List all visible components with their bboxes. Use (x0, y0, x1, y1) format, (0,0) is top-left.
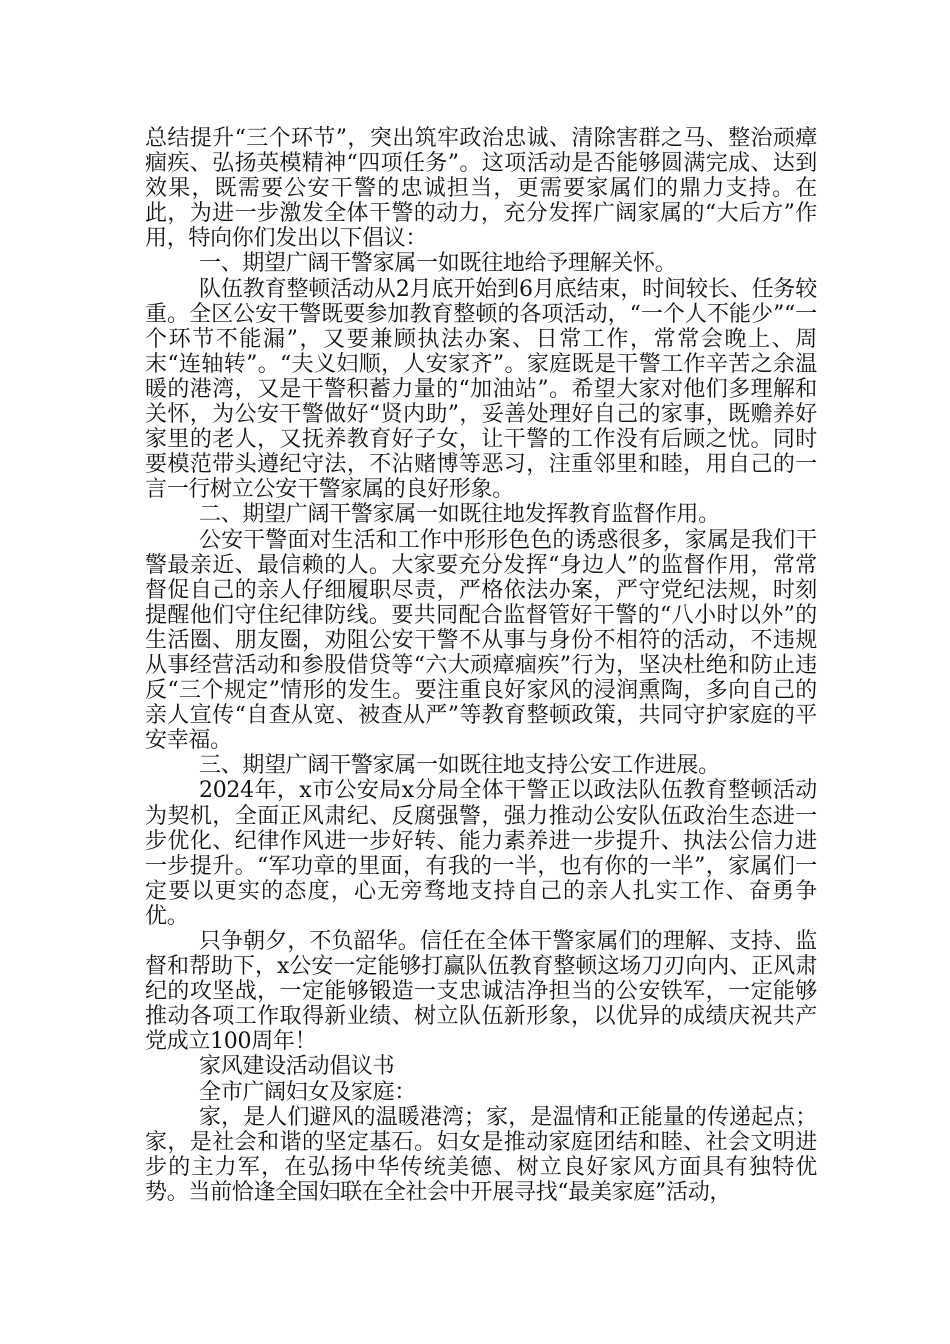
paragraph-family: 家，是人们避风的温暖港湾；家，是温情和正能量的传递起点；家，是社会和谐的坚定基石。妇女是推动家庭团结和睦、社会文明进步的主力军，在弘扬中华传统美德、树立良好家风方面具有独特优势。当前恰逢全国妇联在全社会中开展寻找“最美家庭”活动， (145, 1104, 817, 1205)
paragraph-three: 2024年，x市公安局x分局全体干警正以政法队伍教育整顿活动为契机，全面正风肃纪、反腐强警，强力推动公安队伍政治生态进一步优化、纪律作风进一步好转、能力素养进一步提升、执法公信力进一步提升。“军功章的里面，有我的一半，也有你的一半”，家属们一定要以更实的态度，心无旁骛地支持自己的亲人扎实工作、奋勇争优。 (145, 778, 817, 929)
paragraph-closing: 只争朝夕，不负韶华。信任在全体干警家属们的理解、支持、监督和帮助下，x公安一定能够打赢队伍教育整顿这场刀刃向内、正风肃纪的攻坚战，一定能够锻造一支忠诚洁净担当的公安铁军，一定能够推动各项工作取得新业绩、树立队伍新形象，以优异的成绩庆祝共产党成立100周年！ (145, 929, 817, 1055)
heading-two: 二、期望广阔干警家属一如既往地发挥教育监督作用。 (199, 502, 720, 528)
paragraph-one: 队伍教育整顿活动从2月底开始到6月底结束，时间较长、任务较重。全区公安干警既要参加教育整顿的各项活动，“一个人不能少”“一个环节不能漏”，又要兼顾执法办案、日常工作，常常会晚上、周末“连轴转”。“夫义妇顺，人安家齐”。家庭既是干警工作辛苦之余温暖的港湾，又是干警积蓄力量的“加油站”。希望大家对他们多理解和关怀，为公安干警做好“贤内助”，妥善处理好自己的家事，既赡养好家里的老人，又抚养教育好子女，让干警的工作没有后顾之忧。同时要模范带头遵纪守法，不沾赌博等恶习，注重邻里和睦，用自己的一言一行树立公安干警家属的良好形象。 (145, 276, 817, 503)
heading-one: 一、期望广阔干警家属一如既往地给予理解关怀。 (199, 251, 677, 277)
paragraph-intro: 总结提升“三个环节”，突出筑牢政治忠诚、清除害群之马、整治顽瘴痼疾、弘扬英模精神“四项任务”。这项活动是否能够圆满完成、达到效果，既需要公安干警的忠诚担当，更需要家属们的鼎力支持。在此，为进一步激发全体干警的动力，充分发挥广阔家属的“大后方”作用，特向你们发出以下倡议： (145, 126, 817, 252)
salutation: 全市广阔妇女及家庭： (199, 1079, 417, 1105)
heading-three: 三、期望广阔干警家属一如既往地支持公安工作进展。 (199, 753, 720, 779)
document-body (145, 126, 817, 1205)
paragraph-two: 公安干警面对生活和工作中形形色色的诱惑很多，家属是我们干警最亲近、最信赖的人。大家要充分发挥“身边人”的监督作用，常常督促自己的亲人仔细履职尽责，严格依法办案，严守党纪法规，时刻提醒他们守住纪律防线。要共同配合监督管好干警的“八小时以外”的生活圈、朋友圈，劝阻公安干警不从事与身份不相符的活动，不违规从事经营活动和参股借贷等“六大顽瘴痼疾”行为，坚决杜绝和防止违反“三个规定”情形的发生。要注重良好家风的浸润熏陶，多向自己的亲人宣传“自查从宽、被查从严”等教育整顿政策，共同守护家庭的平安幸福。 (145, 527, 817, 754)
second-document-title: 家风建设活动倡议书 (199, 1054, 395, 1080)
